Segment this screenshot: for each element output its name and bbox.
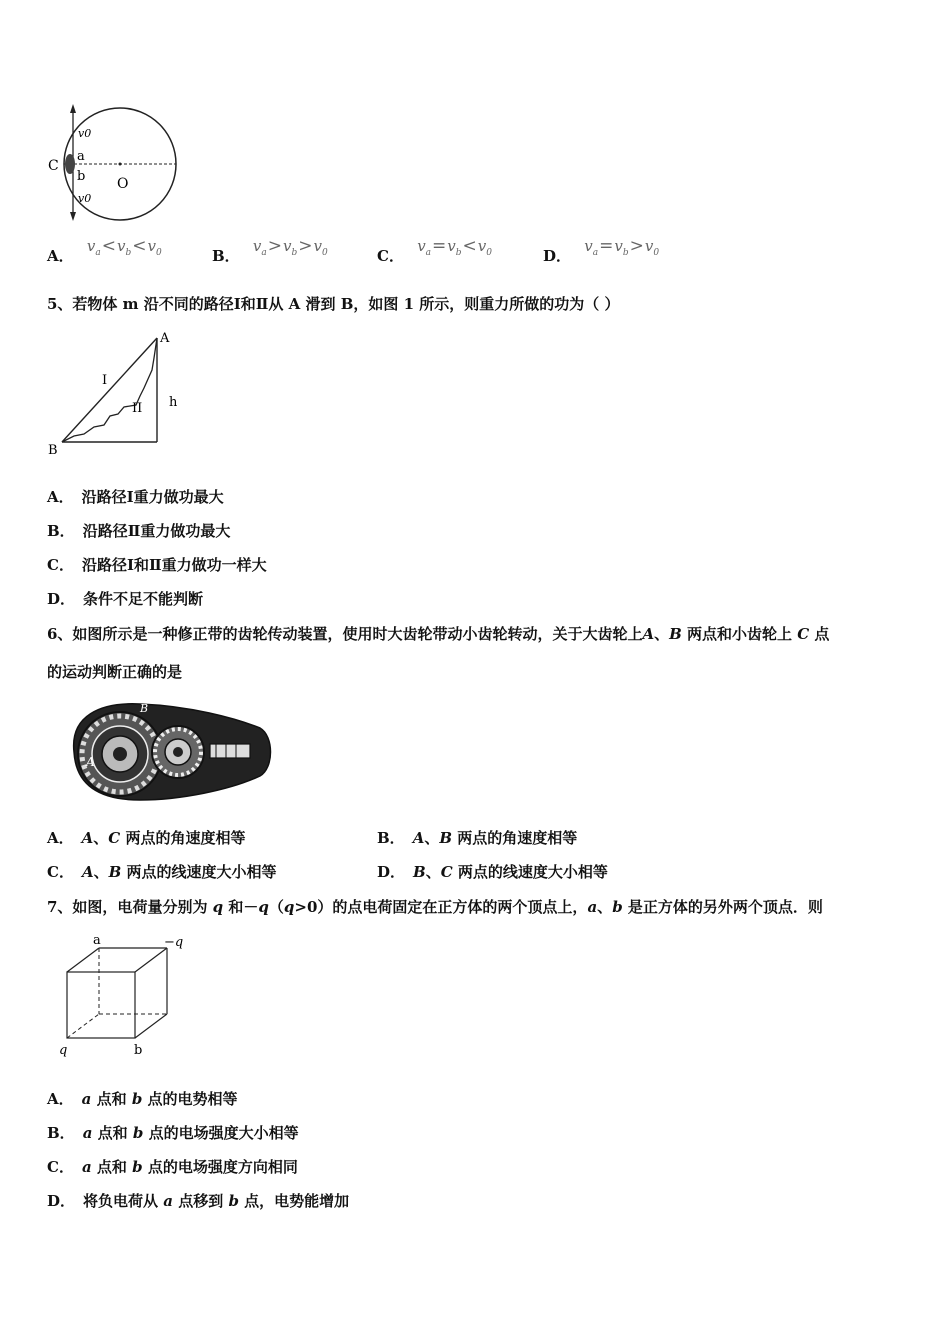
q7-option-b[interactable]: B． a 点和 b 点的电场强度大小相等 — [47, 1124, 299, 1142]
q7-option-c-label: C． — [47, 1158, 74, 1176]
q5-option-d-text: 条件不足不能判断 — [83, 590, 204, 608]
q4-option-b-label: B． — [212, 247, 240, 265]
q4-label-c: C — [48, 158, 59, 174]
q4-option-c-label: C． — [377, 247, 404, 265]
q5-option-a-label: A． — [47, 488, 74, 506]
q5-stem: 5、若物体 m 沿不同的路径Ⅰ和Ⅱ从 A 滑到 B，如图 1 所示，则重力所做的功为（ ） — [47, 295, 620, 313]
q5-label-h: h — [169, 395, 178, 410]
q6-option-b[interactable]: B． A、B 两点的角速度相等 — [377, 829, 578, 847]
q6-label-b: B — [140, 702, 149, 715]
q4-label-b: b — [77, 169, 86, 184]
q7-option-a[interactable]: A． a 点和 b 点的电势相等 — [47, 1090, 238, 1108]
q6-option-d[interactable]: D． B、C 两点的线速度大小相等 — [377, 863, 608, 881]
q7-option-d-label: D． — [47, 1192, 76, 1210]
q6-stem-line1: 6、如图所示是一种修正带的齿轮传动装置，使用时大齿轮带动小齿轮转动，关于大齿轮上A、B 两点和小齿轮上 C 点 — [47, 625, 830, 643]
q4-label-v0-top: v0 — [78, 127, 92, 140]
q4-option-a-math: $v_a<v_b<v_0$ — [86, 236, 162, 258]
q5-option-b-label: B． — [47, 522, 75, 540]
q6-gear-figure — [60, 696, 275, 808]
q6-option-c-label: C． — [47, 863, 74, 881]
q5-option-c[interactable] — [47, 555, 267, 575]
q5-label-path2: II — [132, 401, 143, 416]
q4-option-a[interactable] — [47, 236, 162, 273]
q4-circle-figure — [40, 100, 190, 230]
q5-option-d-label: D． — [47, 590, 76, 608]
q6-option-d-label: D． — [377, 863, 406, 881]
q5-option-a-text: 沿路径Ⅰ重力做功最大 — [81, 488, 224, 506]
q4-option-a-label: A． — [47, 247, 74, 265]
q5-option-c-text: 沿路径Ⅰ和Ⅱ重力做功一样大 — [81, 556, 267, 574]
q5-option-c-label: C． — [47, 556, 74, 574]
q4-option-b[interactable] — [212, 236, 328, 273]
q7-option-d[interactable]: D． 将负电荷从 a 点移到 b 点，电势能增加 — [47, 1192, 350, 1210]
q5-option-b-text: 沿路径Ⅱ重力做功最大 — [82, 522, 231, 540]
q7-cube-figure — [52, 932, 197, 1062]
q5-label-path1: I — [102, 373, 108, 388]
q4-option-b-math: $v_a>v_b>v_0$ — [252, 236, 328, 258]
q5-slope-figure — [44, 328, 189, 460]
q4-label-o: O — [117, 176, 129, 192]
q5-label-a: A — [160, 331, 170, 346]
q4-option-d[interactable] — [543, 236, 660, 273]
q7-label-neg-q: −q — [164, 935, 184, 950]
q5-label-b: B — [48, 443, 58, 458]
q7-option-a-label: A． — [47, 1090, 74, 1108]
q4-label-v0-bottom: v0 — [78, 192, 92, 205]
q6-option-a-label: A． — [47, 829, 74, 847]
q4-label-a: a — [77, 149, 85, 164]
q5-option-b[interactable] — [47, 521, 230, 541]
q5-option-d[interactable] — [47, 589, 203, 609]
q7-option-c[interactable]: C． a 点和 b 点的电场强度方向相同 — [47, 1158, 298, 1176]
q4-option-d-math: $v_a=v_b>v_0$ — [584, 236, 660, 258]
q6-stem-line2: 的运动判断正确的是 — [47, 663, 183, 681]
q6-option-c[interactable]: C． A、B 两点的线速度大小相等 — [47, 863, 277, 881]
q4-option-c[interactable] — [377, 236, 493, 273]
q6-label-a: A — [86, 755, 95, 769]
q7-option-b-label: B． — [47, 1124, 75, 1142]
q7-label-b: b — [134, 1043, 143, 1058]
q4-option-c-math: $v_a=v_b<v_0$ — [417, 236, 493, 258]
q5-option-a[interactable] — [47, 487, 224, 507]
q7-label-a: a — [93, 933, 101, 948]
q6-option-a[interactable]: A． A、C 两点的角速度相等 — [47, 829, 246, 847]
q7-label-q: q — [59, 1043, 68, 1058]
q7-stem: 7、如图，电荷量分别为 q 和－q（q>0）的点电荷固定在正方体的两个顶点上，a、b 是正方体的另外两个顶点．则 — [47, 898, 823, 916]
q6-option-b-label: B． — [377, 829, 405, 847]
q4-option-d-label: D． — [543, 247, 572, 265]
